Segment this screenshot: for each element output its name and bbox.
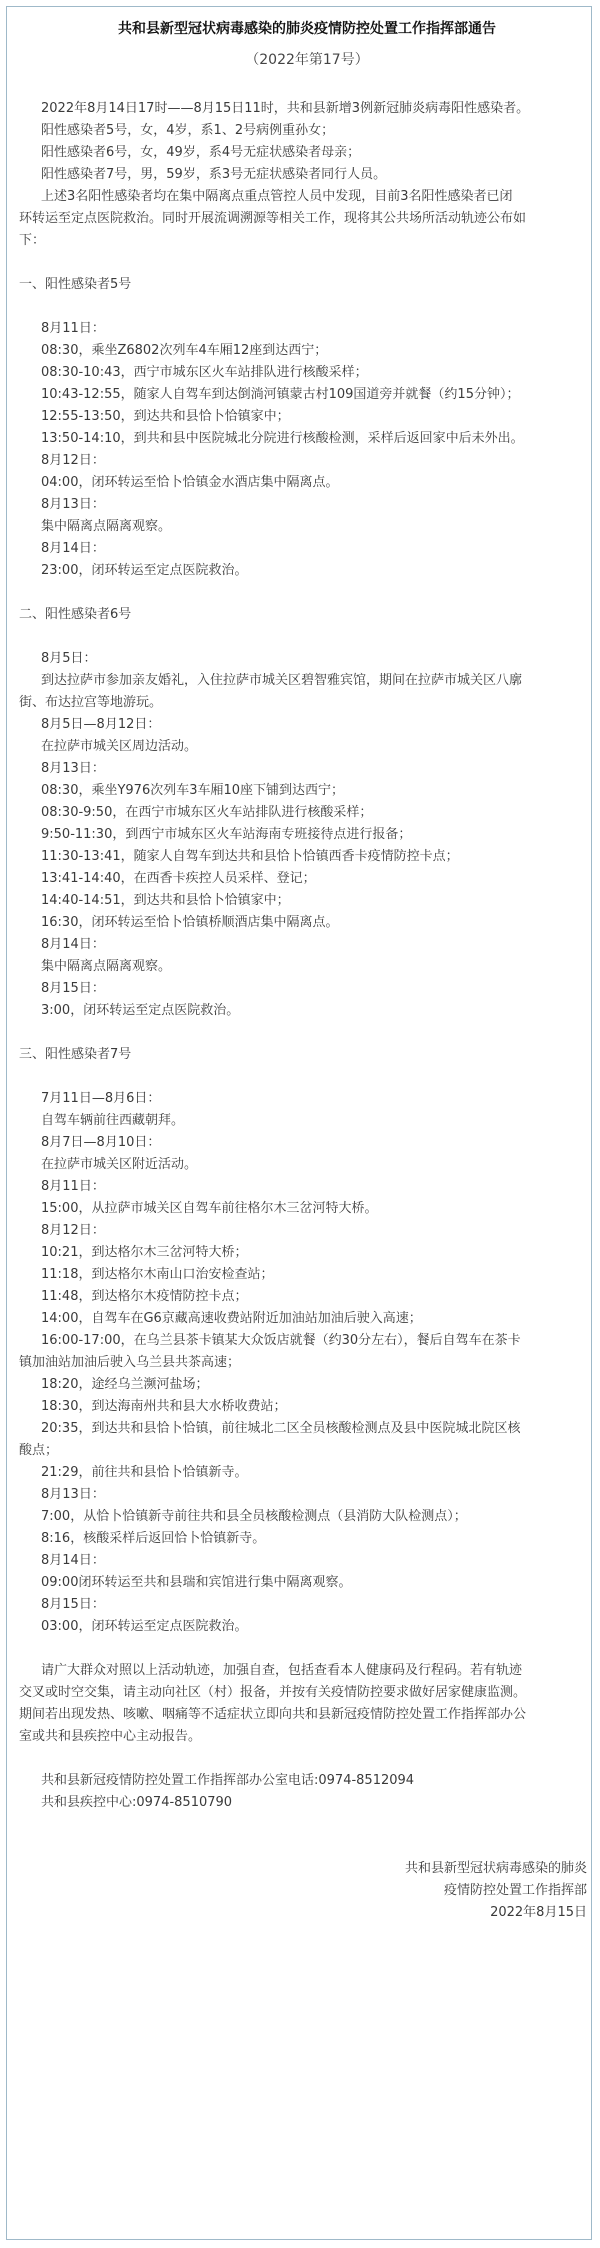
- activity-line: 街、布达拉宫等地游玩。: [19, 695, 163, 710]
- activity-line: 集中隔离点隔离观察。: [41, 959, 172, 974]
- intro-line: 2022年8月14日17时——8月15日11时，共和县新增3例新冠肺炎病毒阳性感染者。: [41, 101, 530, 116]
- activity-line: 自驾车辆前往西藏朝拜。: [41, 1113, 185, 1128]
- date-line: 8月12日：: [41, 453, 105, 468]
- activity-line: 13:41-14:40，在西香卡疾控人员采样、登记；: [41, 871, 316, 886]
- activity-line: 16:30，闭环转运至恰卜恰镇桥顺酒店集中隔离点。: [41, 915, 339, 930]
- date-line: 8月5日—8月12日：: [41, 717, 161, 732]
- signature-date: 2022年8月15日: [490, 1905, 587, 1920]
- activity-line: 在拉萨市城关区附近活动。: [41, 1157, 198, 1172]
- activity-line: 在拉萨市城关区周边活动。: [41, 739, 198, 754]
- case-summary-line: 阳性感染者5号，女，4岁，系1、2号病例重孙女；: [41, 123, 335, 138]
- advice-paragraph-line: 室或共和县疾控中心主动报告。: [19, 1729, 202, 1744]
- case-summary-line: 阳性感染者6号，女，49岁，系4号无症状感染者母亲；: [41, 145, 361, 160]
- activity-line: 11:48，到达格尔木疫情防控卡点；: [41, 1289, 248, 1304]
- date-line: 8月14日：: [41, 937, 105, 952]
- activity-line: 15:00，从拉萨市城关区自驾车前往格尔木三岔河特大桥。: [41, 1201, 378, 1216]
- activity-line: 09:00闭环转运至共和县瑞和宾馆进行集中隔离观察。: [41, 1575, 352, 1590]
- date-line: 8月13日：: [41, 761, 105, 776]
- activity-line: 9:50-11:30，到西宁市城东区火车站海南专班接待点进行报备；: [41, 827, 412, 842]
- date-line: 8月11日：: [41, 1179, 105, 1194]
- activity-line: 20:35，到达共和县恰卜恰镇，前往城北二区全员核酸检测点及县中医院城北院区核: [41, 1421, 521, 1436]
- advice-paragraph-line: 请广大群众对照以上活动轨迹，加强自查，包括查看本人健康码及行程码。若有轨迹: [41, 1663, 523, 1678]
- activity-line: 10:43-12:55，随家人自驾车到达倒淌河镇蒙古村109国道旁并就餐（约15分钟）；: [41, 387, 520, 402]
- intro-paragraph-line: 下：: [19, 233, 46, 248]
- date-line: 8月13日：: [41, 1487, 105, 1502]
- date-line: 8月15日：: [41, 981, 105, 996]
- activity-line: 7:00，从恰卜恰镇新寺前往共和县全员核酸检测点（县消防大队检测点）；: [41, 1509, 467, 1524]
- case-summary-line: 阳性感染者7号，男，59岁，系3号无症状感染者同行人员。: [41, 167, 387, 182]
- activity-line: 3:00，闭环转运至定点医院救治。: [41, 1003, 240, 1018]
- notice-title: 共和县新型冠状病毒感染的肺炎疫情防控处置工作指挥部通告: [118, 21, 496, 37]
- activity-line: 03:00，闭环转运至定点医院救治。: [41, 1619, 248, 1634]
- activity-line: 08:30，乘坐Z6802次列车4车厢12座到达西宁；: [41, 343, 328, 358]
- activity-line: 08:30-10:43，西宁市城东区火车站排队进行核酸采样；: [41, 365, 368, 380]
- contact-phone: 共和县新冠疫情防控处置工作指挥部办公室电话:0974-8512094: [41, 1773, 415, 1788]
- date-line: 8月7日—8月10日：: [41, 1135, 161, 1150]
- date-line: 8月12日：: [41, 1223, 105, 1238]
- activity-line: 08:30，乘坐Y976次列车3车厢10座下铺到达西宁；: [41, 783, 345, 798]
- activity-line: 14:40-14:51，到达共和县恰卜恰镇家中；: [41, 893, 290, 908]
- notice-frame: [6, 6, 592, 2240]
- contact-phone: 共和县疾控中心:0974-8510790: [41, 1795, 233, 1810]
- notice-subtitle: （2022年第17号）: [245, 52, 369, 68]
- notice-body: [19, 19, 595, 2243]
- activity-line: 18:30，到达海南州共和县大水桥收费站；: [41, 1399, 287, 1414]
- activity-line: 14:00，自驾车在G6京藏高速收费站附近加油站加油后驶入高速；: [41, 1311, 422, 1326]
- activity-line: 11:30-13:41，随家人自驾车到达共和县恰卜恰镇西香卡疫情防控卡点；: [41, 849, 459, 864]
- date-line: 8月13日：: [41, 497, 105, 512]
- section-heading-case5: 一、阳性感染者5号: [19, 277, 132, 292]
- activity-line: 21:29，前往共和县恰卜恰镇新寺。: [41, 1465, 248, 1480]
- activity-line: 23:00，闭环转运至定点医院救治。: [41, 563, 248, 578]
- advice-paragraph-line: 交叉或时空交集，请主动向社区（村）报备，并按有关疫情防控要求做好居家健康监测。: [19, 1685, 527, 1700]
- activity-line: 08:30-9:50，在西宁市城东区火车站排队进行核酸采样；: [41, 805, 373, 820]
- activity-line: 10:21，到达格尔木三岔河特大桥；: [41, 1245, 248, 1260]
- date-line: 7月11日—8月6日：: [41, 1091, 161, 1106]
- activity-line: 16:00-17:00，在乌兰县茶卡镇某大众饭店就餐（约30分左右），餐后自驾车在茶卡: [41, 1333, 521, 1348]
- advice-paragraph-line: 期间若出现发热、咳嗽、咽痛等不适症状立即向共和县新冠疫情防控处置工作指挥部办公: [19, 1707, 527, 1722]
- activity-line: 集中隔离点隔离观察。: [41, 519, 172, 534]
- signature-line: 共和县新型冠状病毒感染的肺炎: [404, 1861, 587, 1876]
- intro-paragraph-line: 环转运至定点医院救治。同时开展流调溯源等相关工作，现将其公共场所活动轨迹公布如: [19, 211, 527, 226]
- date-line: 8月14日：: [41, 1553, 105, 1568]
- signature-line: 疫情防控处置工作指挥部: [443, 1883, 587, 1898]
- date-line: 8月14日：: [41, 541, 105, 556]
- activity-line: 12:55-13:50，到达共和县恰卜恰镇家中；: [41, 409, 290, 424]
- intro-paragraph-line: 上述3名阳性感染者均在集中隔离点重点管控人员中发现，目前3名阳性感染者已闭: [41, 189, 513, 204]
- date-line: 8月11日：: [41, 321, 105, 336]
- section-heading-case6: 二、阳性感染者6号: [19, 607, 132, 622]
- activity-line: 8:16，核酸采样后返回恰卜恰镇新寺。: [41, 1531, 266, 1546]
- activity-line: 镇加油站加油后驶入乌兰县共茶高速；: [19, 1355, 241, 1370]
- activity-line: 13:50-14:10，到共和县中医院城北分院进行核酸检测，采样后返回家中后未外出。: [41, 431, 524, 446]
- activity-line: 04:00，闭环转运至恰卜恰镇金水酒店集中隔离点。: [41, 475, 339, 490]
- activity-line: 11:18，到达格尔木南山口治安检查站；: [41, 1267, 274, 1282]
- date-line: 8月5日：: [41, 651, 97, 666]
- activity-line: 酸点；: [19, 1443, 59, 1458]
- date-line: 8月15日：: [41, 1597, 105, 1612]
- activity-line: 到达拉萨市参加亲友婚礼，入住拉萨市城关区碧智雅宾馆，期间在拉萨市城关区八廓: [41, 673, 523, 688]
- activity-line: 18:20，途经乌兰濒河盐场；: [41, 1377, 209, 1392]
- section-heading-case7: 三、阳性感染者7号: [19, 1047, 132, 1062]
